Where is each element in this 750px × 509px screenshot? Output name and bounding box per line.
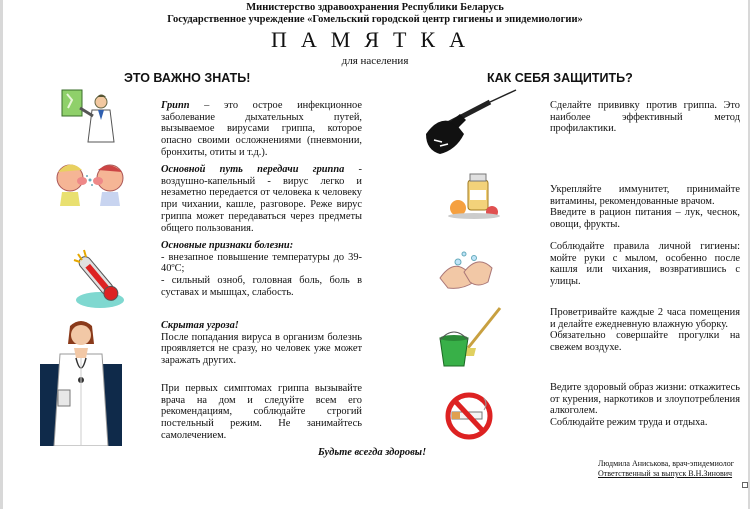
- resize-handle[interactable]: [742, 482, 748, 488]
- author-credit: [598, 459, 748, 479]
- responsible-person: Ответственный за выпуск В.Н.Зинович: [598, 469, 733, 478]
- author-name: Людмила Аниськова, врач-эпидемиолог: [598, 459, 735, 468]
- symptoms-heading: Основные признаки болезни:: [161, 240, 294, 251]
- vaccine-syringe-icon: [420, 84, 520, 158]
- transmission-text: - воздушно-капельный - вирус легко и незаметно передается от человека к человеку при чихании, кашле, разговоре. Реже вирус гриппа может передаваться через предметы общего пользования.: [161, 164, 362, 234]
- tip-hygiene: [550, 241, 740, 288]
- hidden-threat-text: После попадания вируса в организм болезнь проявляется не сразу, но человек уже может заражать других.: [161, 331, 362, 367]
- tip-vaccination: [550, 100, 740, 135]
- transmission-heading: Основной путь передачи гриппа: [161, 164, 345, 175]
- advice-text: При первых симптомах гриппа вызывайте врача на дом и следуйте всем его рекомендациям, соблюдайте строгий постельный режим. Не занимайтесь самолечением.: [161, 383, 362, 441]
- tip-5b-text: Соблюдайте режим труда и отдыха.: [550, 417, 708, 429]
- no-smoking-icon: [440, 392, 498, 440]
- page-edge-left: [0, 0, 3, 509]
- tip-1-text: Сделайте прививку против гриппа. Это наиболее эффективный метод профилактики.: [550, 100, 740, 135]
- flu-text: – это острое инфекционное заболевание дыхательных путей, вызываемое вирусами гриппа, которое опасно своими осложнениями (пневмонии, бронхиты, отиты и т.д.).: [161, 100, 362, 158]
- tip-lifestyle: [550, 382, 740, 429]
- right-section-heading: КАК СЕБЯ ЗАЩИТИТЬ?: [487, 71, 633, 85]
- tip-5a-text: Ведите здоровый образ жизни: откажитесь от курения, наркотиков и злоупотребления алкоголем.: [550, 382, 740, 417]
- hidden-threat-block: [161, 320, 362, 367]
- symptom-2: - сильный озноб, головная боль, боль в суставах и мышцах, слабость.: [161, 275, 362, 298]
- hidden-threat-heading: Скрытая угроза!: [161, 320, 239, 331]
- handwashing-icon: [434, 248, 498, 292]
- mop-bucket-icon: [434, 304, 504, 368]
- tip-ventilation: [550, 307, 740, 354]
- tip-immunity: [550, 184, 740, 231]
- symptoms-block: [161, 240, 362, 299]
- closing-wish: Будьте всегда здоровы!: [318, 447, 427, 458]
- page-title: ПАМЯТКА: [270, 27, 479, 52]
- tip-2a-text: Укрепляйте иммунитет, принимайте витамины, рекомендованные врачом.: [550, 184, 740, 207]
- symptom-1: - внезапное повышение температуры до 39-40ºС;: [161, 251, 362, 275]
- transmission-block: [161, 164, 362, 234]
- vitamins-icon: [444, 172, 504, 220]
- left-section-heading: ЭТО ВАЖНО ЗНАТЬ!: [124, 71, 251, 85]
- thermometer-icon: [66, 248, 130, 310]
- tip-4a-text: Проветривайте каждые 2 часа помещения и делайте ежедневную влажную уборку.: [550, 307, 740, 330]
- sneezing-people-icon: [50, 158, 130, 208]
- page-subtitle: для населения: [341, 55, 409, 67]
- tip-2b-text: Введите в рацион питания – лук, чеснок, овощи, фрукты.: [550, 207, 740, 231]
- doctor-woman-icon: [40, 318, 122, 446]
- institution-header: Государственное учреждение «Гомельский городской центр гигиены и эпидемиологии»: [167, 14, 583, 25]
- tip-4b-text: Обязательно совершайте прогулки на свежем воздухе.: [550, 330, 740, 354]
- flu-description: [161, 100, 362, 159]
- flu-term: Грипп: [161, 100, 190, 111]
- advice-block: [161, 383, 362, 442]
- doctor-xray-icon: [58, 88, 122, 146]
- ministry-header: Министерство здравоохранения Республики Беларусь: [246, 2, 504, 13]
- tip-3-text: Соблюдайте правила личной гигиены: мойте руки с мылом, особенно после кашля или чихания, возвратившись с улицы.: [550, 241, 740, 288]
